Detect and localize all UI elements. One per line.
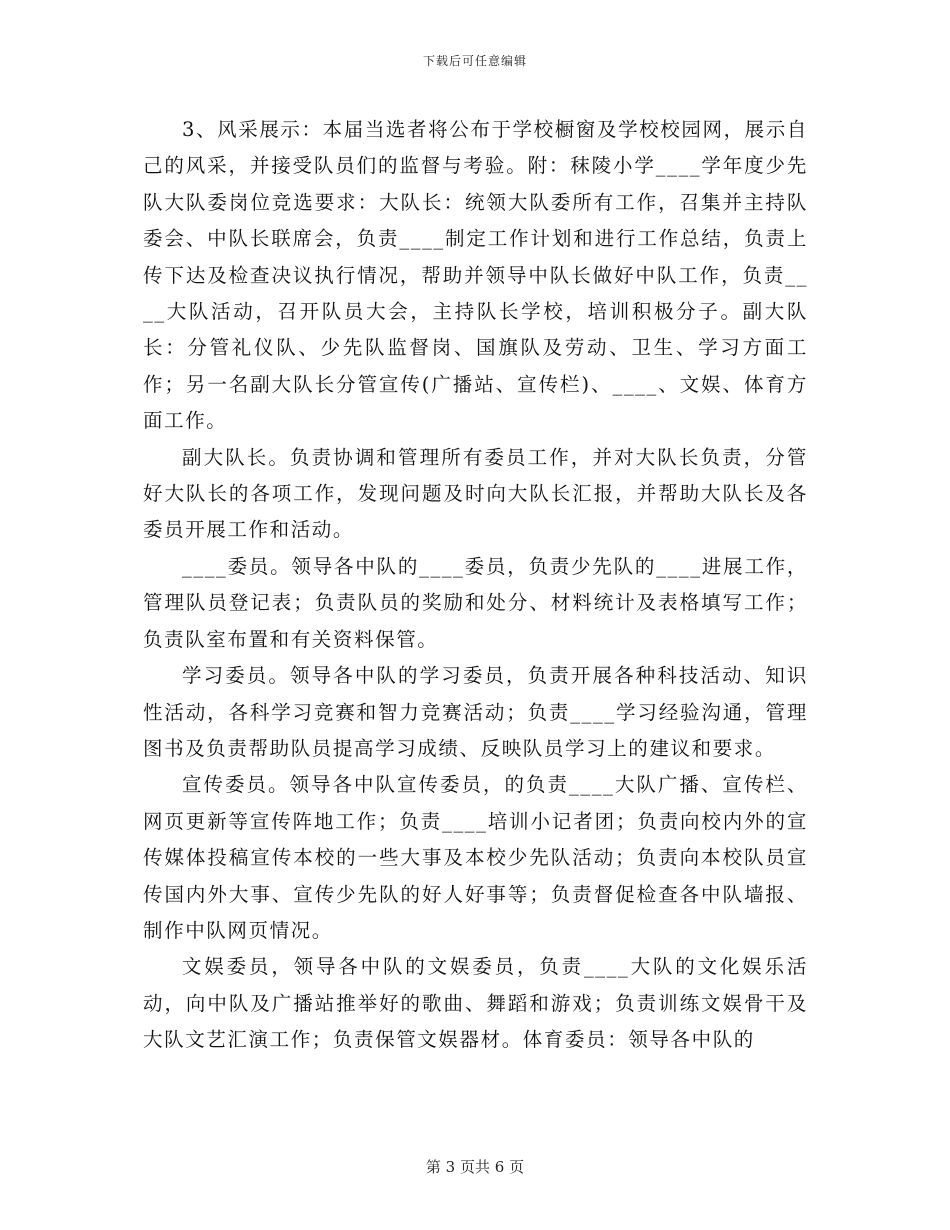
page-header: 下载后可任意编辑 [422, 54, 527, 68]
paragraph-vice-captain: 副大队长。负责协调和管理所有委员工作，并对大队长负责，分管好大队长的各项工作，发现问题及时向大队长汇报，并帮助大队长及各委员开展工作和活动。 [143, 445, 808, 542]
paragraph-study-member: 学习委员。领导各中队的学习委员，负责开展各种科技活动、知识性活动，各科学习竞赛和智力竞赛活动；负责____学习经验沟通，管理图书及负责帮助队员提高学习成绩、反映队员学习上的建议和要求。 [143, 664, 808, 760]
paragraph-committee-member: ____委员。领导各中队的____委员，负责少先队的____进展工作，管理队员登记表；负责队员的奖励和处分、材料统计及表格填写工作；负责队室布置和有关资料保管。 [143, 554, 808, 651]
paragraph-publicity-member: 宣传委员。领导各中队宣传委员，的负责____大队广播、宣传栏、网页更新等宣传阵地工作；负责____培训小记者团；负责向校内外的宣传媒体投稿宣传本校的一些大事及本校少先队活动；负责向本校队员宣传国内外大事、宣传少先队的好人好事等；负责督促检查各中队墙报、制作中队网页情况。 [143, 773, 808, 942]
paragraph-entertainment-member: 文娱委员，领导各中队的文娱委员，负责____大队的文化娱乐活动，向中队及广播站推举好的歌曲、舞蹈和游戏；负责训练文娱骨干及大队文艺汇演工作；负责保管文娱器材。体育委员：领导各中队的 [143, 955, 808, 1052]
document-body [143, 112, 808, 1059]
page-footer: 第 3 页共 6 页 [425, 1158, 525, 1176]
paragraph-showcase: 3、风采展示：本届当选者将公布于学校橱窗及学校校园网，展示自己的风采，并接受队员们的监督与考验。附：秣陵小学____学年度少先队大队委岗位竞选要求：大队长：统领大队委所有工作，召集并主持队委会、中队长联席会，负责____制定工作计划和进行工作总结，负责上传下达及检查决议执行情况，帮助并领导中队长做好中队工作，负责____大队活动，召开队员大会，主持队长学校，培训积极分子。副大队长：分管礼仪队、少先队监督岗、国旗队及劳动、卫生、学习方面工作；另一名副大队长分管宣传(广播站、宣传栏)、____、文娱、体育方面工作。 [143, 118, 808, 433]
